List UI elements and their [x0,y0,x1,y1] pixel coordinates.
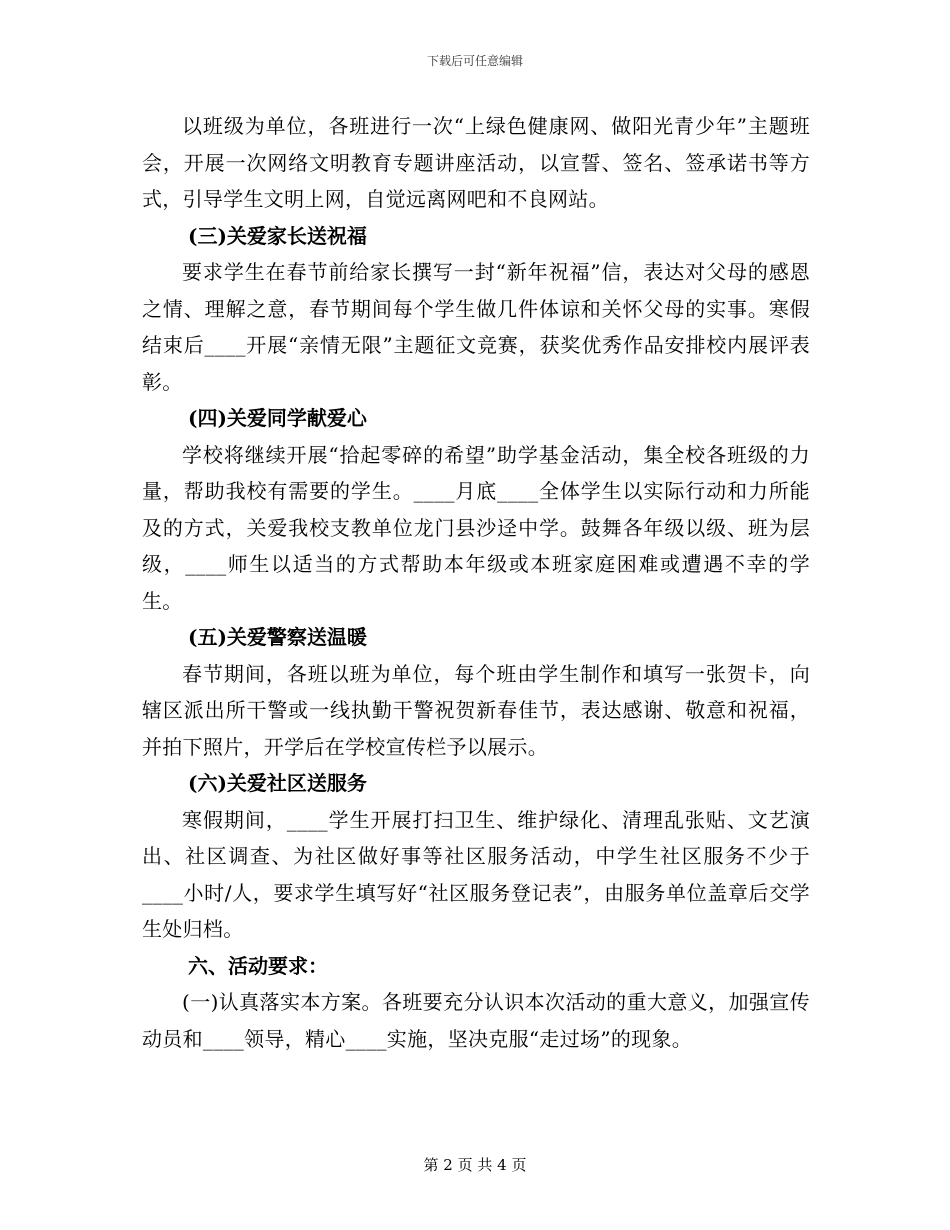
page-number: 第 2 页 共 4 页 [423,1156,527,1174]
document-body [142,108,810,1057]
paragraph-parents-blessing: 要求学生在春节前给家长撰写一封“新年祝福”信，表达对父母的感恩之情、理解之意，春节期间每个学生做几件体谅和关怀父母的实事。寒假结束后____开展“亲情无限”主题征文竞赛，获奖优秀作品安排校内展评表彰。 [142,260,810,394]
paragraph-community-service: 寒假期间，____学生开展打扫卫生、维护绿化、清理乱张贴、文艺演出、社区调查、为社区做好事等社区服务活动，中学生社区服务不少于____小时/人，要求学生填写好“社区服务登记表”，由服务单位盖章后交学生处归档。 [142,807,810,941]
heading-activity-requirements: 六、活动要求： [188,953,328,978]
heading-parents-blessing: (三)关爱家长送祝福 [188,223,367,248]
paragraph-requirement-1: (一)认真落实本方案。各班要充分认识本次活动的重大意义，加强宣传动员和____领导，精心____实施，坚决克服“走过场”的现象。 [142,990,810,1051]
paragraph-police-warmth: 春节期间，各班以班为单位，每个班由学生制作和填写一张贺卡，向辖区派出所干警或一线执勤干警祝贺新春佳节，表达感谢、敬意和祝福，并拍下照片，开学后在学校宣传栏予以展示。 [142,661,810,759]
heading-community-service: (六)关爱社区送服务 [188,771,367,795]
paragraph-class-meeting: 以班级为单位，各班进行一次“上绿色健康网、做阳光青少年”主题班会，开展一次网络文明教育专题讲座活动，以宣誓、签名、签承诺书等方式，引导学生文明上网，自觉远离网吧和不良网站。 [142,114,810,211]
paragraph-classmates-love: 学校将继续开展“拾起零碎的希望”助学基金活动，集全校各班级的力量，帮助我校有需要的学生。____月底____全体学生以实际行动和力所能及的方式，关爱我校支教单位龙门县沙迳中学。鼓舞各年级以级、班为层级，____师生以适当的方式帮助本年级或本班家庭困难或遭遇不幸的学生。 [142,442,810,613]
heading-classmates-love: (四)关爱同学献爱心 [188,406,367,430]
heading-police-warmth: (五)关爱警察送温暖 [188,625,367,649]
page-header-note: 下载后可任意编辑 [426,54,523,68]
